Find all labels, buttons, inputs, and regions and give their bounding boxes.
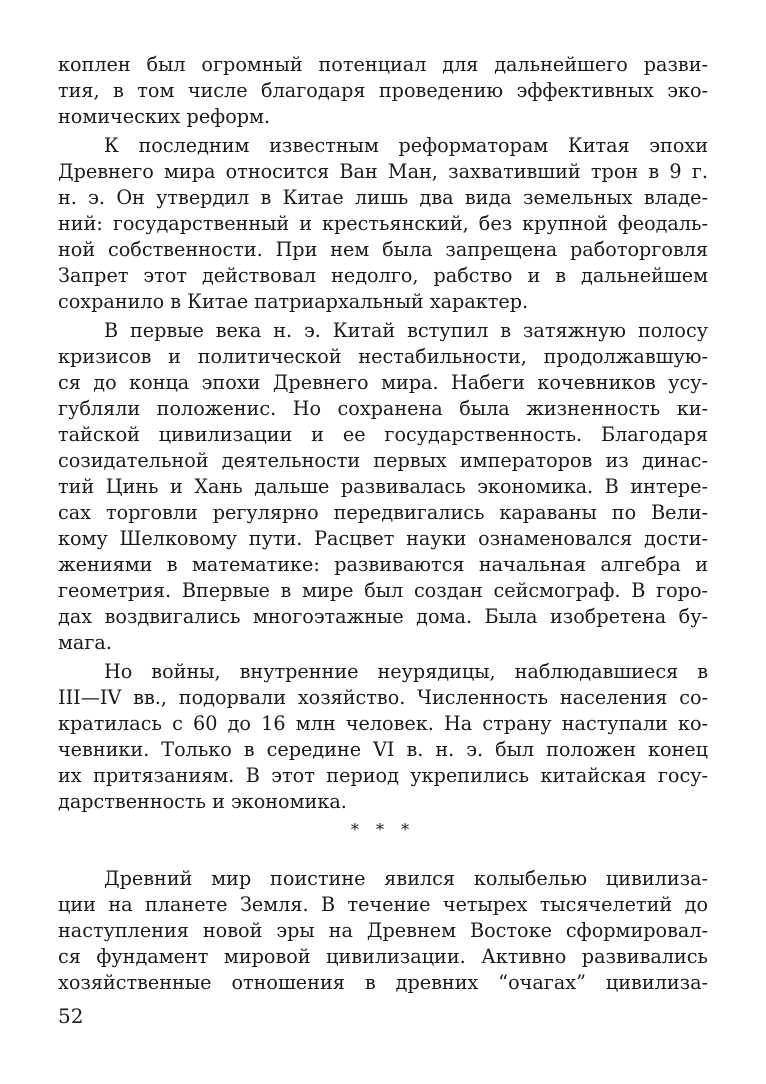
- text-line: тайской цивилизации и ее государственность. Благодаря: [58, 423, 708, 446]
- text-line: Но войны, внутренние неурядицы, наблюдавшиеся в: [104, 660, 708, 683]
- text-line: тий Цинь и Хань дальше развивалась экономика. В интере-: [58, 475, 708, 498]
- text-line: ции на планете Земля. В течение четырех тысячелетий до: [58, 893, 708, 916]
- text-line: коплен был огромный потенциал для дальнейшего разви-: [58, 53, 708, 76]
- text-line: геометрия. Впервые в мире был создан сейсмограф. В горо-: [58, 579, 708, 602]
- text-line: Древнего мира относится Ван Ман, захвативший трон в 9 г.: [58, 160, 708, 183]
- text-line: сохранило в Китае патриархальный характер.: [58, 290, 529, 313]
- text-line: Запрет этот действовал недолго, рабство и в дальнейшем: [58, 264, 708, 287]
- text-line: тия, в том числе благодаря проведению эффективных эко-: [58, 79, 708, 102]
- text-line: дах воздвигались многоэтажные дома. Была изобретена бу-: [58, 605, 708, 628]
- text-line: К последним известным реформаторам Китая эпохи: [104, 134, 708, 157]
- text-line: ной собственности. При нем была запрещена работорговля: [58, 238, 708, 261]
- text-line: III—IV вв., подорвали хозяйство. Численность населения со-: [58, 686, 708, 709]
- text-line: В первые века н. э. Китай вступил в затяжную полосу: [104, 319, 708, 342]
- text-line: мага.: [58, 631, 112, 654]
- text-line: кризисов и политической нестабильности, продолжавшую-: [58, 345, 708, 368]
- text-line: жениями в математике: развиваются начальная алгебра и: [58, 553, 708, 576]
- page-number: 52: [58, 1004, 84, 1028]
- text-line: губляли положенис. Но сохранена была жизненность ки-: [58, 397, 708, 420]
- text-line: наступления новой эры на Древнем Востоке сформировал-: [58, 919, 708, 942]
- text-line: Древний мир поистине явился колыбелью цивилиза-: [104, 867, 708, 890]
- text-line: хозяйственные отношения в древних “очагах” цивилиза-: [58, 971, 708, 994]
- text-line: чевники. Только в середине VI в. н. э. был положен конец: [58, 738, 708, 761]
- text-line: дарственность и экономика.: [58, 790, 347, 813]
- text-line: кому Шелковому пути. Расцвет науки ознаменовался дости-: [58, 527, 708, 550]
- text-line: созидательной деятельности первых императоров из динас-: [58, 449, 708, 472]
- text-line: их притязаниям. В этот период укрепились китайская госу-: [58, 764, 708, 787]
- text-line: ся фундамент мировой цивилизации. Активно развивались: [58, 945, 708, 968]
- text-line: ний: государственный и крестьянский, без крупной феодаль-: [58, 212, 708, 235]
- text-line: номических реформ.: [58, 105, 271, 128]
- text-line: кратилась с 60 до 16 млн человек. На страну наступали ко-: [58, 712, 708, 735]
- text-line: н. э. Он утвердил в Китае лишь два вида земельных владе-: [58, 186, 708, 209]
- text-line: сах торговли регулярно передвигались караваны по Вели-: [58, 501, 708, 524]
- text-line: ся до конца эпохи Древнего мира. Набеги кочевников усу-: [58, 371, 708, 394]
- section-separator: * * *: [350, 820, 416, 839]
